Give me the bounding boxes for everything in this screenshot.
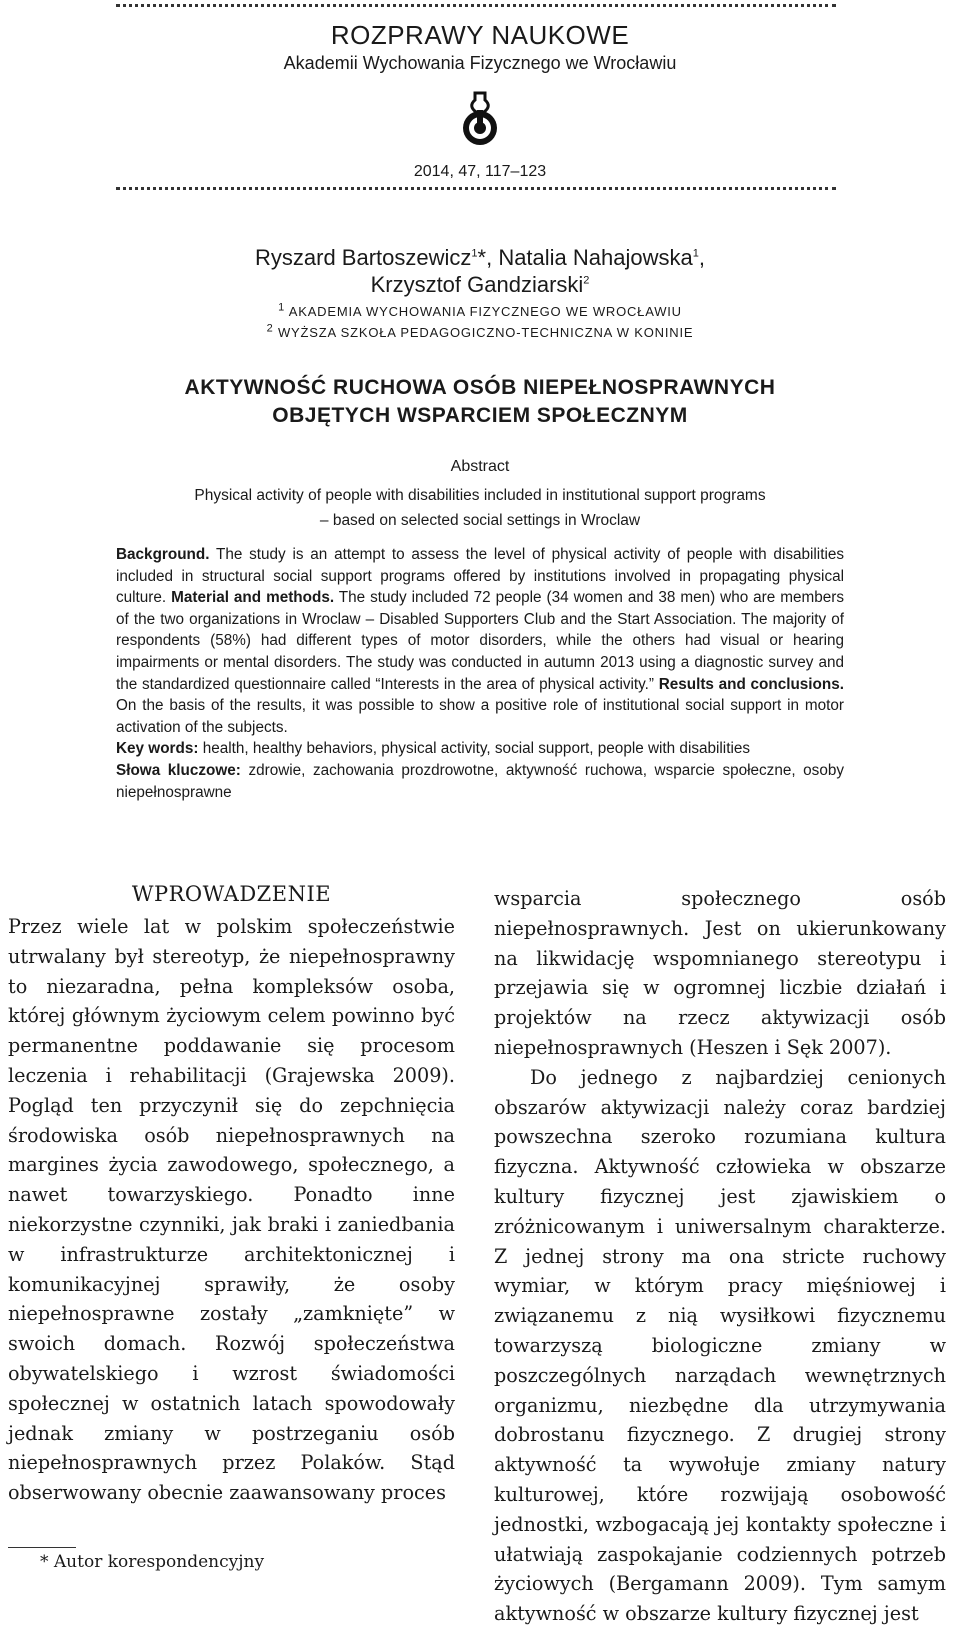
journal-subtitle: Akademii Wychowania Fizycznego we Wrocławiu bbox=[283, 53, 677, 73]
affiliation-1: $^1$ AKADEMIA WYCHOWANIA FIZYCZNEGO WE WROCŁAWIU bbox=[278, 301, 682, 319]
awf-emblem-icon bbox=[458, 90, 502, 148]
abstract-heading: Abstract bbox=[450, 458, 510, 475]
authors-line-1: Ryszard Bartoszewicz$^1$*, Natalia Nahajowska$^1$, bbox=[255, 245, 705, 270]
english-title-line-2: – based on selected social settings in Wroclaw bbox=[319, 512, 641, 529]
results-text: On the basis of the results, it was possible to show a positive role of institutional social support in motor activation of the subjects. bbox=[116, 697, 844, 736]
article-title-line-1: AKTYWNOŚĆ RUCHOWA OSÓB NIEPEŁNOSPRAWNYCH bbox=[184, 376, 776, 399]
keywords-line: Key words: health, healthy behaviors, physical activity, social support, people with disabilities bbox=[116, 740, 750, 758]
english-title-line-1: Physical activity of people with disabilities included in institutional support programs bbox=[194, 487, 766, 504]
slowa-kluczowe-line: Słowa kluczowe: zdrowie, zachowania prozdrowotne, aktywność ruchowa, wsparcie społeczne, osoby niepełnosprawne bbox=[116, 761, 844, 801]
right-column bbox=[494, 884, 946, 1629]
section-heading: WPROWADZENIE bbox=[131, 882, 332, 906]
footnote-rule bbox=[8, 1547, 76, 1548]
authors-line-2: Krzysztof Gandziarski$^2$ bbox=[370, 272, 590, 297]
abstract-body bbox=[116, 544, 844, 803]
left-column-paragraph: Przez wiele lat w polskim społeczeństwie utrwalany był stereotyp, że niepełnosprawny to niezaradna, pełna kompleksów osoba, której głównym życiowym celem powinno być permanentne poddawanie się procesom leczenia i rehabilitacji (Grajewska 2009). Pogląd ten przyczynił się do zepchnięcia środowiska osób niepełnosprawnych na margines życia zawodowego, społecznego, a nawet towarzyskiego. Ponadto inne niekorzystne czynniki, jak braki i zaniedbania w infrastrukturze architektonicznej i komunikacyjnej sprawiły, że osoby niepełnosprawne zostały „zamknięte” w swoich domach. Rozwój społeczeństwa obywatelskiego i wzrost świadomości społecznej w ostatnich latach spowodowały jednak zmiany w postrzeganiu osób niepełnosprawnych przez Polaków. Stąd obserwowany obecnie zaawansowany proces bbox=[8, 915, 455, 1505]
right-paragraph-1: wsparcia społecznego osób niepełnosprawnych. Jest on ukierunkowany na likwidację wspomnianego stereotypu i przejawia się w ogromnej liczbie działań i projektów na rzecz aktywizacji osób niepełnosprawnych (Heszen i Sęk 2007). bbox=[494, 887, 946, 1059]
affiliation-2: $^2$ WYŻSZA SZKOŁA PEDAGOGICZNO-TECHNICZNA W KONINIE bbox=[266, 322, 694, 340]
article-title-line-2: OBJĘTYCH WSPARCIEM SPOŁECZNYM bbox=[272, 404, 688, 427]
methods-text: The study included 72 people (34 women and 38 men) who are members of the two organizations in Wroclaw – Disabled Supporters Club and the Start Association. The majority of respondents (58%) had different types of motor disorders, while the others had visual or hearing impairments or mental disorders. The study was conducted in autumn 2013 using a diagnostic survey and the standardized questionnaire called “Interests in the area of physical activity.” bbox=[116, 589, 845, 693]
right-paragraph-2: Do jednego z najbardziej cenionych obszarów aktywizacji należy coraz bardziej powszechna szeroko rozumiana kultura fizyczna. Aktywność człowieka w obszarze kultury fizycznej jest zjawiskiem o zróżnicowanym i uniwersalnym charakterze. Z jednej strony ma ona stricte ruchowy wymiar, w którym pracy mięśniowej i związanemu z nią wysiłkowi fizycznemu towarzyszą biologiczne zmiany w poszczególnych narządach wewnętrznych organizmu, niezbędne dla utrzymywania dobrostanu fizycznego. Z drugiej strony aktywność ta wywołuje zmiany natury kulturowej, które rozwijają osobowość jednostki, wzbogacają jej kontakty społeczne i ułatwiają zaspokajanie codziennych potrzeb życiowych (Bergamann 2009). Tym samym aktywność w obszarze kultury fizycznej jest bbox=[494, 1065, 946, 1626]
header-dotted-rule bbox=[116, 187, 836, 190]
results-label: Results and conclusions. bbox=[658, 675, 844, 693]
top-dotted-rule bbox=[116, 4, 836, 7]
footnote: * Autor korespondencyjny bbox=[40, 1552, 265, 1572]
methods-label: Material and methods. bbox=[171, 589, 335, 607]
background-label: Background. bbox=[116, 546, 210, 563]
journal-title: ROZPRAWY NAUKOWE bbox=[330, 20, 630, 50]
volume-info: 2014, 47, 117–123 bbox=[413, 163, 547, 180]
background-text: The study is an attempt to assess the level of physical activity of people with disabilities included in structural social support programs offered by institutions involved in propagating physical culture. bbox=[116, 546, 844, 607]
